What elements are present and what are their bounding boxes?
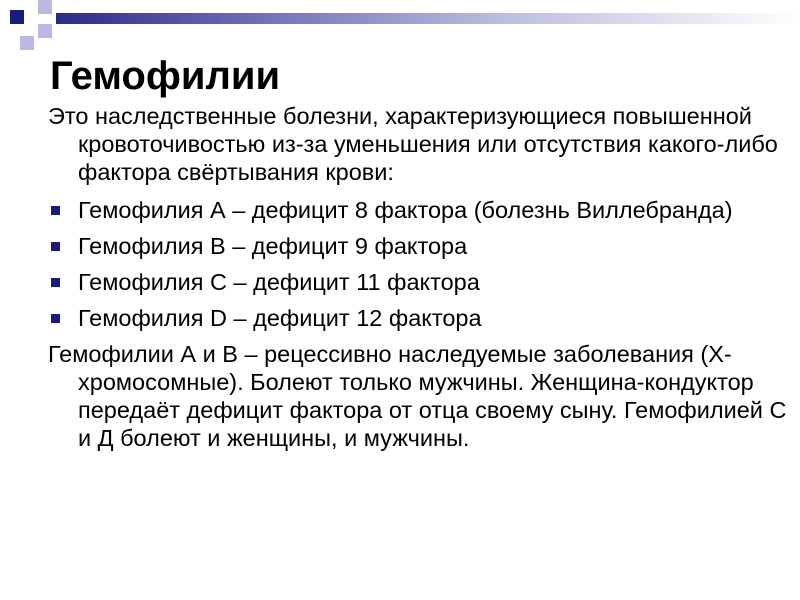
deco-square (20, 36, 34, 50)
square-bullet-icon (51, 278, 60, 287)
list-item-text: Гемофилия В – дефицит 9 фактора (78, 233, 468, 259)
intro-paragraph: Это наследственные болезни, характеризующиеся повышенной кровоточивостью из-за уменьшения или отсутствия какого-либо фактора свёртывания крови: (48, 103, 778, 185)
list-item (48, 232, 788, 260)
header-gradient-bar (56, 13, 800, 24)
deco-square (38, 24, 52, 38)
list-item (48, 196, 788, 224)
slide-title: Гемофилии (50, 54, 281, 98)
square-bullet-icon (51, 314, 60, 323)
slide-body (48, 102, 788, 452)
bullet-list (48, 196, 788, 332)
list-item-text: Гемофилия С – дефицит 11 фактора (78, 269, 480, 295)
square-bullet-icon (51, 206, 60, 215)
list-item-text: Гемофилия D – дефицит 12 фактора (78, 305, 482, 331)
square-bullet-icon (51, 242, 60, 251)
header-decoration (0, 0, 800, 60)
deco-square (10, 10, 24, 24)
conclusion-paragraph: Гемофилии А и В – рецессивно наследуемые заболевания (Х-хромосомные). Болеют только мужчины. Женщина-кондуктор передаёт дефицит фактора от отца своему сыну. Гемофилией С и Д болеют и женщины, и мужчины. (48, 341, 787, 451)
list-item (48, 268, 788, 296)
list-item (48, 304, 788, 332)
list-item-text: Гемофилия А – дефицит 8 фактора (болезнь Виллебранда) (78, 197, 733, 223)
deco-square (38, 0, 52, 14)
